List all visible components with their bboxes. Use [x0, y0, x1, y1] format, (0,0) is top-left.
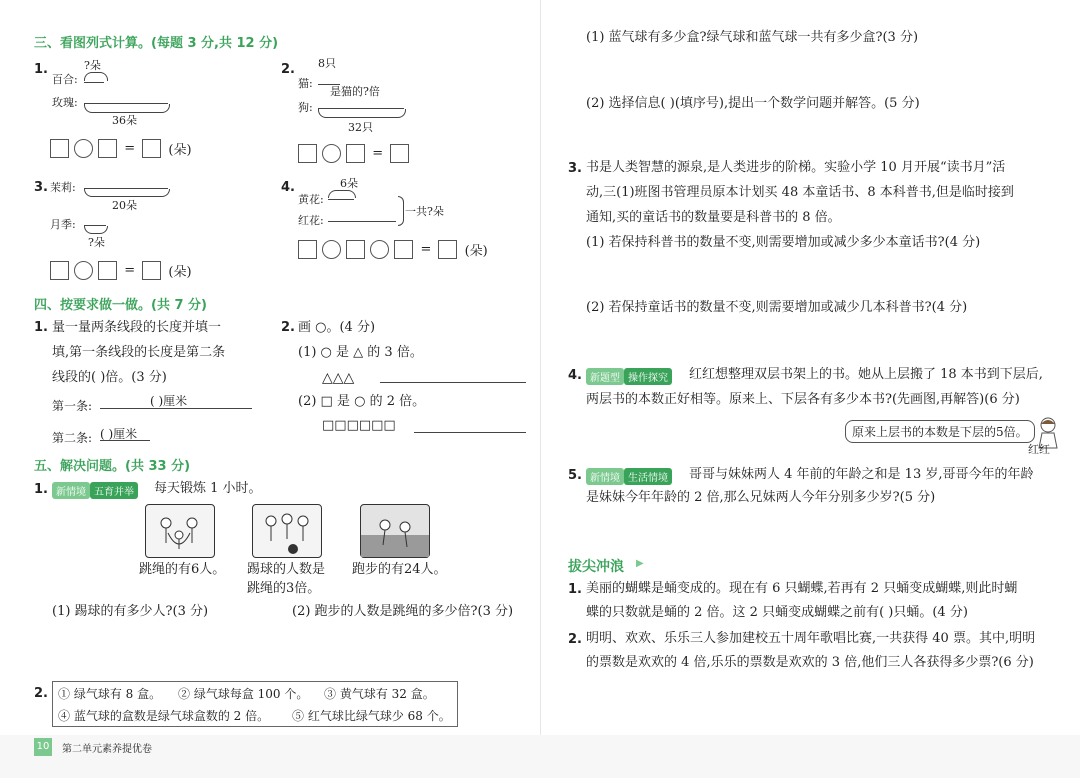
r-q3-line2: 动,三(1)班图书管理员原本计划买 48 本童话书、8 本科普书,但是临时接到 — [586, 185, 1014, 200]
r-q3-number: 3. — [568, 161, 582, 176]
q4-row1-label: 黄花: — [298, 193, 324, 206]
q3-row1-label: 茉莉: — [50, 181, 76, 194]
q1-bottom-label: 36朵 — [112, 114, 137, 127]
r-q3-line1: 书是人类智慧的源泉,是人类进步的阶梯。实验小学 10 月开展“读书月”活 — [586, 160, 1006, 175]
operator-circle[interactable] — [74, 139, 93, 158]
r-q5-tags — [586, 466, 672, 485]
s4-q1-number: 1. — [34, 320, 48, 335]
tag-five-education: 五育并举 — [90, 482, 138, 499]
r-q3-line3: 通知,买的童话书的数量要是科普书的 8 倍。 — [586, 210, 841, 225]
q3-bottom-label: ?朵 — [88, 236, 105, 249]
c-q2-number: 2. — [568, 632, 582, 647]
q4-number: 4. — [281, 180, 295, 195]
s5-q2-number: 2. — [34, 686, 48, 701]
second-segment-blank[interactable]: ( )厘米 — [100, 427, 138, 441]
unit-label: (朵) — [464, 244, 488, 259]
section-5-title: 五、解决问题。(共 33 分) — [34, 459, 191, 474]
running-icon — [361, 505, 429, 557]
s5-q1-text: 每天锻炼 1 小时。 — [154, 481, 262, 496]
answer-box[interactable] — [298, 240, 317, 259]
q4-answer-row: = (朵) — [298, 239, 490, 259]
c-q1-line1: 美丽的蝴蝶是蛹变成的。现在有 6 只蝴蝶,若再有 2 只蛹变成蝴蝶,则此时蝴 — [586, 581, 1018, 596]
page-divider — [540, 0, 541, 778]
q2-row2-label: 狗: — [298, 101, 313, 114]
q2-row1-label: 猫: — [298, 77, 313, 90]
q3-row2-label: 月季: — [50, 218, 76, 231]
operator-circle[interactable] — [74, 261, 93, 280]
q1-answer-row: = (朵) — [50, 138, 194, 158]
running-illustration — [360, 504, 430, 558]
arrow-icon: ▶ — [636, 558, 644, 569]
answer-box[interactable] — [346, 240, 365, 259]
answer-box[interactable] — [50, 261, 69, 280]
r-q4-line1: 红红想整理双层书架上的书。她从上层搬了 18 本书到下层后, — [689, 367, 1043, 382]
q1-brace-bottom — [84, 104, 170, 113]
answer-box[interactable] — [50, 139, 69, 158]
r-q4-line2: 两层书的本数正好相等。原来上、下层各有多少本书?(先画图,再解答)(6 分) — [586, 392, 1020, 407]
r-q4-tags — [586, 366, 672, 385]
q4-row2-label: 红花: — [298, 214, 324, 227]
c-q1-line2: 蝶的只数就是蛹的 2 倍。这 2 只蛹变成蝴蝶之前有( )只蛹。(4 分) — [586, 605, 968, 620]
r-q2-sub2: (2) 选择信息( )(填序号),提出一个数学问题并解答。(5 分) — [586, 96, 920, 111]
s5-q1-sub1: (1) 踢球的有多少人?(3 分) — [52, 604, 209, 619]
first-segment-blank[interactable]: ( )厘米 — [150, 394, 188, 408]
tag-operation: 操作探究 — [624, 368, 672, 385]
s4-q1-line3: 线段的( )倍。(3 分) — [52, 370, 167, 385]
q1-row2-label: 玫瑰: — [52, 96, 78, 109]
r-q2-sub1: (1) 蓝气球有多少盒?绿气球和蓝气球一共有多少盒?(3 分) — [586, 30, 919, 45]
girl-name: 红红 — [1028, 443, 1050, 456]
q2-brace-bottom — [318, 109, 406, 118]
info-2: ② 绿气球每盒 100 个。 — [178, 687, 309, 701]
s4-q2-number: 2. — [281, 320, 295, 335]
unit-label: (朵) — [168, 143, 192, 158]
c-q2-line1: 明明、欢欢、乐乐三人参加建校五十周年歌唱比赛,一共获得 40 票。其中,明明 — [586, 631, 1036, 646]
info-4: ④ 蓝气球的盒数是绿气球盒数的 2 倍。 — [58, 709, 270, 723]
info-1: ① 绿气球有 8 盒。 — [58, 687, 162, 701]
s4-q2-part1: (1) ○ 是 △ 的 3 倍。 — [298, 345, 423, 360]
q2-mid-label: 是猫的?倍 — [330, 85, 380, 98]
section-3-title: 三、看图列式计算。(每题 3 分,共 12 分) — [34, 36, 279, 51]
football-icon — [253, 505, 321, 557]
s5-q1-number: 1. — [34, 482, 48, 497]
footer-bar — [0, 735, 1080, 778]
answer-box[interactable] — [142, 139, 161, 158]
drawing-line-1[interactable] — [380, 382, 526, 383]
operator-circle[interactable] — [322, 240, 341, 259]
page-number: 10 — [34, 738, 52, 756]
q1-top-label: ?朵 — [84, 59, 101, 72]
answer-box[interactable] — [394, 240, 413, 259]
tag-new-type: 新题型 — [586, 368, 624, 385]
q2-bottom-label: 32只 — [348, 121, 373, 134]
football-illustration — [252, 504, 322, 558]
answer-box[interactable] — [142, 261, 161, 280]
jump-rope-illustration — [145, 504, 215, 558]
caption-jump-rope: 跳绳的有6人。 — [139, 562, 226, 577]
answer-box[interactable] — [390, 144, 409, 163]
q3-mid-label: 20朵 — [112, 199, 137, 212]
answer-box[interactable] — [346, 144, 365, 163]
s4-q2-part2: (2) □ 是 ○ 的 2 倍。 — [298, 394, 426, 409]
q1-row1-line — [84, 82, 104, 83]
q4-brace-top — [328, 190, 356, 198]
q1-number: 1. — [34, 62, 48, 77]
triangle-shapes: △△△ — [322, 370, 355, 386]
speech-bubble: 原来上层书的本数是下层的5倍。 — [845, 420, 1035, 443]
answer-box[interactable] — [98, 139, 117, 158]
q4-row1-line — [328, 199, 354, 200]
q2-answer-row: = — [298, 143, 409, 163]
answer-box[interactable] — [438, 240, 457, 259]
first-segment-label: 第一条: — [52, 399, 93, 413]
challenge-title: 拔尖冲浪 — [568, 559, 624, 575]
section-4-title: 四、按要求做一做。(共 7 分) — [34, 298, 207, 313]
s5-q1-tags — [52, 480, 138, 499]
tag-new-context: 新情境 — [52, 482, 90, 499]
c-q2-line2: 的票数是欢欢的 4 倍,乐乐的票数是欢欢的 3 倍,他们三人各获得多少票?(6 分) — [586, 655, 1034, 670]
q4-row2-line — [328, 221, 396, 222]
q2-number: 2. — [281, 62, 295, 77]
answer-box[interactable] — [298, 144, 317, 163]
c-q1-number: 1. — [568, 582, 582, 597]
q4-side-brace — [398, 196, 404, 226]
q3-answer-row: = (朵) — [50, 260, 194, 280]
r-q5-line2: 是妹妹今年年龄的 2 倍,那么兄妹两人今年分别多少岁?(5 分) — [586, 490, 936, 505]
r-q4-number: 4. — [568, 368, 582, 383]
unit-label: (朵) — [168, 265, 192, 280]
r-q3-sub1: (1) 若保持科普书的数量不变,则需要增加或减少多少本童话书?(4 分) — [586, 235, 981, 250]
drawing-line-2[interactable] — [414, 432, 526, 433]
q4-side-label: 一共?朵 — [405, 205, 444, 218]
jump-rope-icon — [146, 505, 214, 557]
r-q5-line1: 哥哥与妹妹两人 4 年前的年龄之和是 13 岁,哥哥今年的年龄 — [689, 467, 1034, 482]
operator-circle[interactable] — [322, 144, 341, 163]
square-shapes: □□□□□□ — [322, 418, 396, 433]
operator-circle[interactable] — [370, 240, 389, 259]
info-3: ③ 黄气球有 32 盒。 — [324, 687, 435, 701]
q4-top-label: 6朵 — [340, 177, 358, 190]
q3-brace-bottom — [84, 226, 108, 234]
s4-q1-line1: 量一量两条线段的长度并填一 — [52, 320, 222, 335]
q1-row1-label: 百合: — [52, 73, 78, 86]
s4-q1-line2: 填,第一条线段的长度是第二条 — [52, 345, 226, 360]
r-q3-sub2: (2) 若保持童话书的数量不变,则需要增加或减少几本科普书?(4 分) — [586, 300, 968, 315]
tag-new-context: 新情境 — [586, 468, 624, 485]
q3-brace-mid — [84, 189, 170, 197]
tag-life-context: 生活情境 — [624, 468, 672, 485]
q2-top-label: 8只 — [318, 57, 336, 70]
caption-football-2: 跳绳的3倍。 — [247, 581, 321, 596]
second-segment-label: 第二条: — [52, 431, 93, 445]
answer-box[interactable] — [98, 261, 117, 280]
s4-q2-text: 画 ○。(4 分) — [298, 320, 376, 335]
caption-running: 跑步的有24人。 — [352, 562, 447, 577]
s5-q1-sub2: (2) 跑步的人数是跳绳的多少倍?(3 分) — [292, 604, 514, 619]
q1-brace-top — [84, 72, 108, 81]
info-5: ⑤ 红气球比绿气球少 68 个。 — [292, 709, 451, 723]
footer-title: 第二单元素养提优卷 — [62, 744, 152, 755]
r-q5-number: 5. — [568, 468, 582, 483]
q3-number: 3. — [34, 180, 48, 195]
caption-football-1: 踢球的人数是 — [247, 562, 326, 577]
